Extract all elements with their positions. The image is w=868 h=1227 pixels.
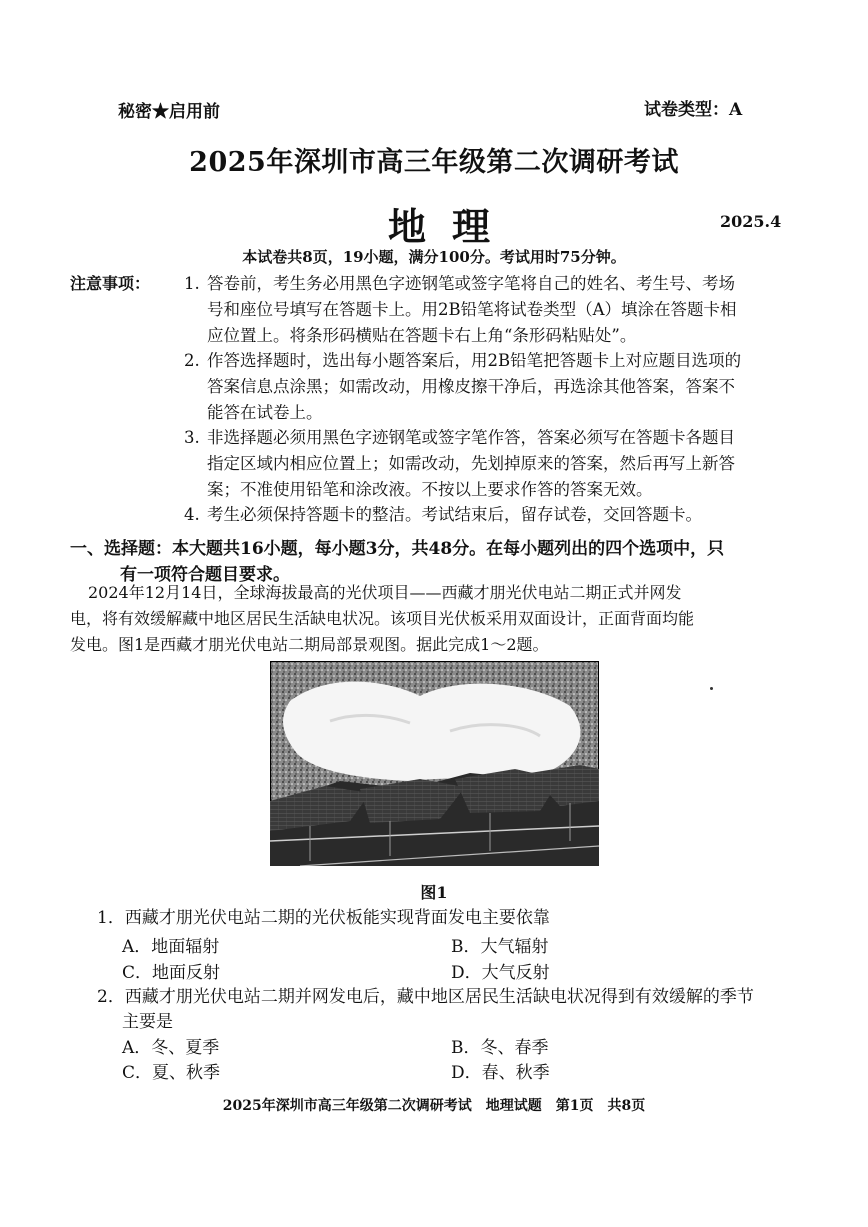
notice-line: 非选择题必须用黑色字迹钢笔或签字笔作答，答案必须写在答题卡各题目 [207, 428, 735, 447]
intro-line: 2024年12月14日，全球海拔最高的光伏项目——西藏才朋光伏电站二期正式并网发 [88, 583, 682, 602]
option-c[interactable]: C．夏、秋季 [122, 1063, 221, 1083]
notice-line: 考生必须保持答题卡的整洁。考试结束后，留存试卷，交回答题卡。 [207, 505, 702, 524]
question-stem: 1．西藏才朋光伏电站二期的光伏板能实现背面发电主要依靠 [97, 908, 550, 928]
notice-line: 号和座位号填写在答题卡上。用2B铅笔将试卷类型（A）填涂在答题卡相 [207, 300, 737, 319]
option-b[interactable]: B．冬、春季 [451, 1038, 549, 1058]
question-intro [70, 580, 695, 658]
notice-item-number: 4. [184, 505, 200, 524]
paper-type-label: 试卷类型：A [644, 100, 743, 120]
intro-line: 发电。图1是西藏才朋光伏电站二期局部景观图。据此完成1～2题。 [70, 635, 549, 654]
option-a[interactable]: A．地面辐射 [122, 937, 220, 957]
option-a[interactable]: A．冬、夏季 [122, 1038, 220, 1058]
scan-speck [710, 687, 713, 690]
notice-line: 作答选择题时，选出每小题答案后，用2B铅笔把答题卡上对应题目选项的 [207, 351, 742, 370]
figure-caption: 图1 [420, 883, 448, 902]
option-d[interactable]: D．大气反射 [451, 963, 550, 983]
exam-title: 2025年深圳市高三年级第二次调研考试 [189, 147, 679, 178]
notice-line: 案；不准使用铅笔和涂改液。不按以上要求作答的答案无效。 [207, 480, 653, 499]
solar-station-photo-graphic [270, 661, 599, 866]
exam-date: 2025.4 [720, 212, 782, 231]
intro-line: 电，将有效缓解藏中地区居民生活缺电状况。该项目光伏板采用双面设计，正面背面均能 [70, 609, 695, 628]
confidential-label: 秘密★启用前 [118, 102, 220, 122]
exam-info: 本试卷共8页，19小题，满分100分。考试用时75分钟。 [242, 248, 626, 266]
notice-line: 指定区域内相应位置上；如需改动，先划掉原来的答案，然后再写上新答 [207, 454, 735, 473]
section-heading-line: 有一项符合题目要求。 [120, 565, 290, 585]
option-c[interactable]: C．地面反射 [122, 963, 221, 983]
notice-label: 注意事项： [70, 274, 151, 293]
notice-line: 答卷前，考生务必用黑色字迹钢笔或签字笔将自己的姓名、考生号、考场 [207, 274, 735, 293]
question-stem: 2．西藏才朋光伏电站二期并网发电后，藏中地区居民生活缺电状况得到有效缓解的季节 [97, 987, 754, 1007]
page-footer: 2025年深圳市高三年级第二次调研考试 地理试题 第1页 共8页 [222, 1098, 646, 1114]
notice-item-number: 2. [184, 351, 200, 370]
notice-item-number: 3. [184, 428, 200, 447]
notice-line: 应位置上。将条形码横贴在答题卡右上角“条形码粘贴处”。 [207, 326, 637, 345]
notice-line: 能答在试卷上。 [207, 403, 323, 422]
option-d[interactable]: D．春、秋季 [451, 1063, 550, 1083]
option-b[interactable]: B．大气辐射 [451, 937, 549, 957]
subject-title: 地理 [388, 204, 517, 249]
notice-item-number: 1. [184, 274, 200, 293]
section-heading-line: 一、选择题：本大题共16小题，每小题3分，共48分。在每小题列出的四个选项中，只 [70, 539, 725, 559]
notice-line: 答案信息点涂黑；如需改动，用橡皮擦干净后，再选涂其他答案，答案不 [207, 377, 735, 396]
question-stem-continuation: 主要是 [122, 1012, 173, 1032]
solar-station-photo [270, 661, 599, 866]
